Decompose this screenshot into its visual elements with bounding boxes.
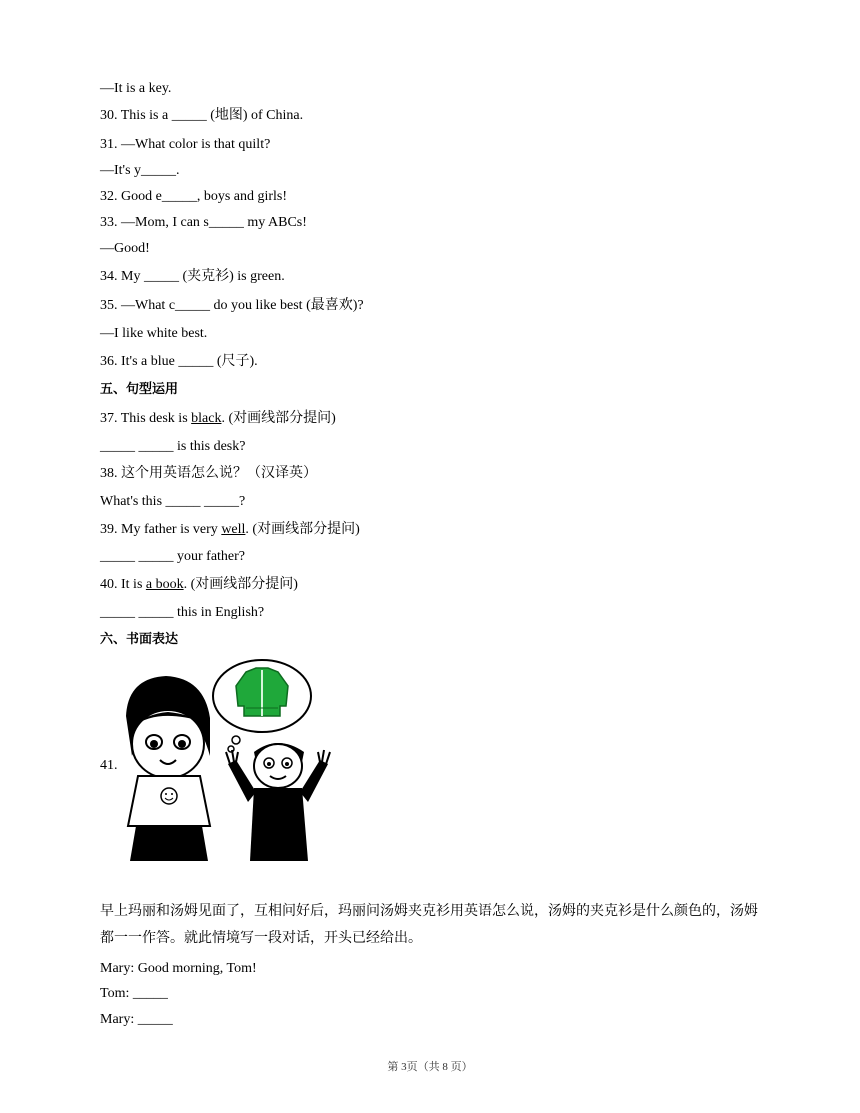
question-31: 31. —What color is that quilt?: [100, 137, 271, 152]
question-37: [100, 410, 336, 428]
question-36: 36. It's a blue _____ (尺子).: [100, 354, 258, 369]
boy-figure: [226, 743, 330, 861]
question-40-underlined: a book: [145, 577, 184, 592]
answer-38: What's this _____ _____?: [100, 494, 246, 509]
answer-35: —I like white best.: [100, 326, 208, 341]
question-37-underlined: black: [191, 411, 222, 426]
dialogue-line-1: Mary: Good morning, Tom!: [100, 961, 257, 976]
question-40-post: . (对画线部分提问): [183, 577, 298, 592]
dialogue-line-2: Tom: _____: [100, 986, 168, 1001]
question-32: 32. Good e_____, boys and girls!: [100, 189, 288, 204]
question-39: [100, 521, 360, 539]
answer-39: _____ _____ your father?: [100, 549, 246, 564]
question-39-post: . (对画线部分提问): [245, 522, 360, 537]
answer-40: _____ _____ this in English?: [100, 605, 265, 620]
illustration-mary-tom: [118, 656, 338, 871]
answer-31: —It's y_____.: [100, 163, 180, 178]
question-38: 38. 这个用英语怎么说？（汉译英）: [100, 466, 317, 481]
question-37-post: . (对画线部分提问): [221, 411, 336, 426]
question-37-pre: 37. This desk is: [100, 411, 192, 426]
question-41-prompt: 早上玛丽和汤姆见面了，互相问好后，玛丽问汤姆夹克衫用英语怎么说，汤姆的夹克衫是什么颜色的，汤姆都一一作答。就此情境写一段对话，开头已经给出。: [100, 904, 758, 946]
question-35: 35. —What c_____ do you like best (最喜欢)?: [100, 298, 364, 313]
question-30: 30. This is a _____ (地图) of China.: [100, 108, 304, 123]
question-39-pre: 39. My father is very: [100, 522, 222, 537]
question-34: 34. My _____ (夹克衫) is green.: [100, 269, 285, 284]
page-footer: 第 3页（共 8 页）: [387, 1061, 473, 1073]
question-41-number: 41.: [100, 758, 118, 773]
answer-33: —Good!: [100, 241, 150, 256]
jacket-icon: [236, 668, 288, 716]
section-heading-6: 六、书面表达: [100, 632, 179, 647]
dialogue-line-3: Mary: _____: [100, 1012, 173, 1027]
section-heading-5: 五、句型运用: [100, 382, 179, 397]
girl-figure: [126, 676, 210, 861]
answer-37: _____ _____ is this desk?: [100, 439, 246, 454]
question-39-underlined: well: [221, 522, 246, 537]
text-line: —It is a key.: [100, 81, 172, 96]
question-33: 33. —Mom, I can s_____ my ABCs!: [100, 215, 307, 230]
question-40-pre: 40. It is: [100, 577, 146, 592]
question-40: [100, 576, 298, 594]
